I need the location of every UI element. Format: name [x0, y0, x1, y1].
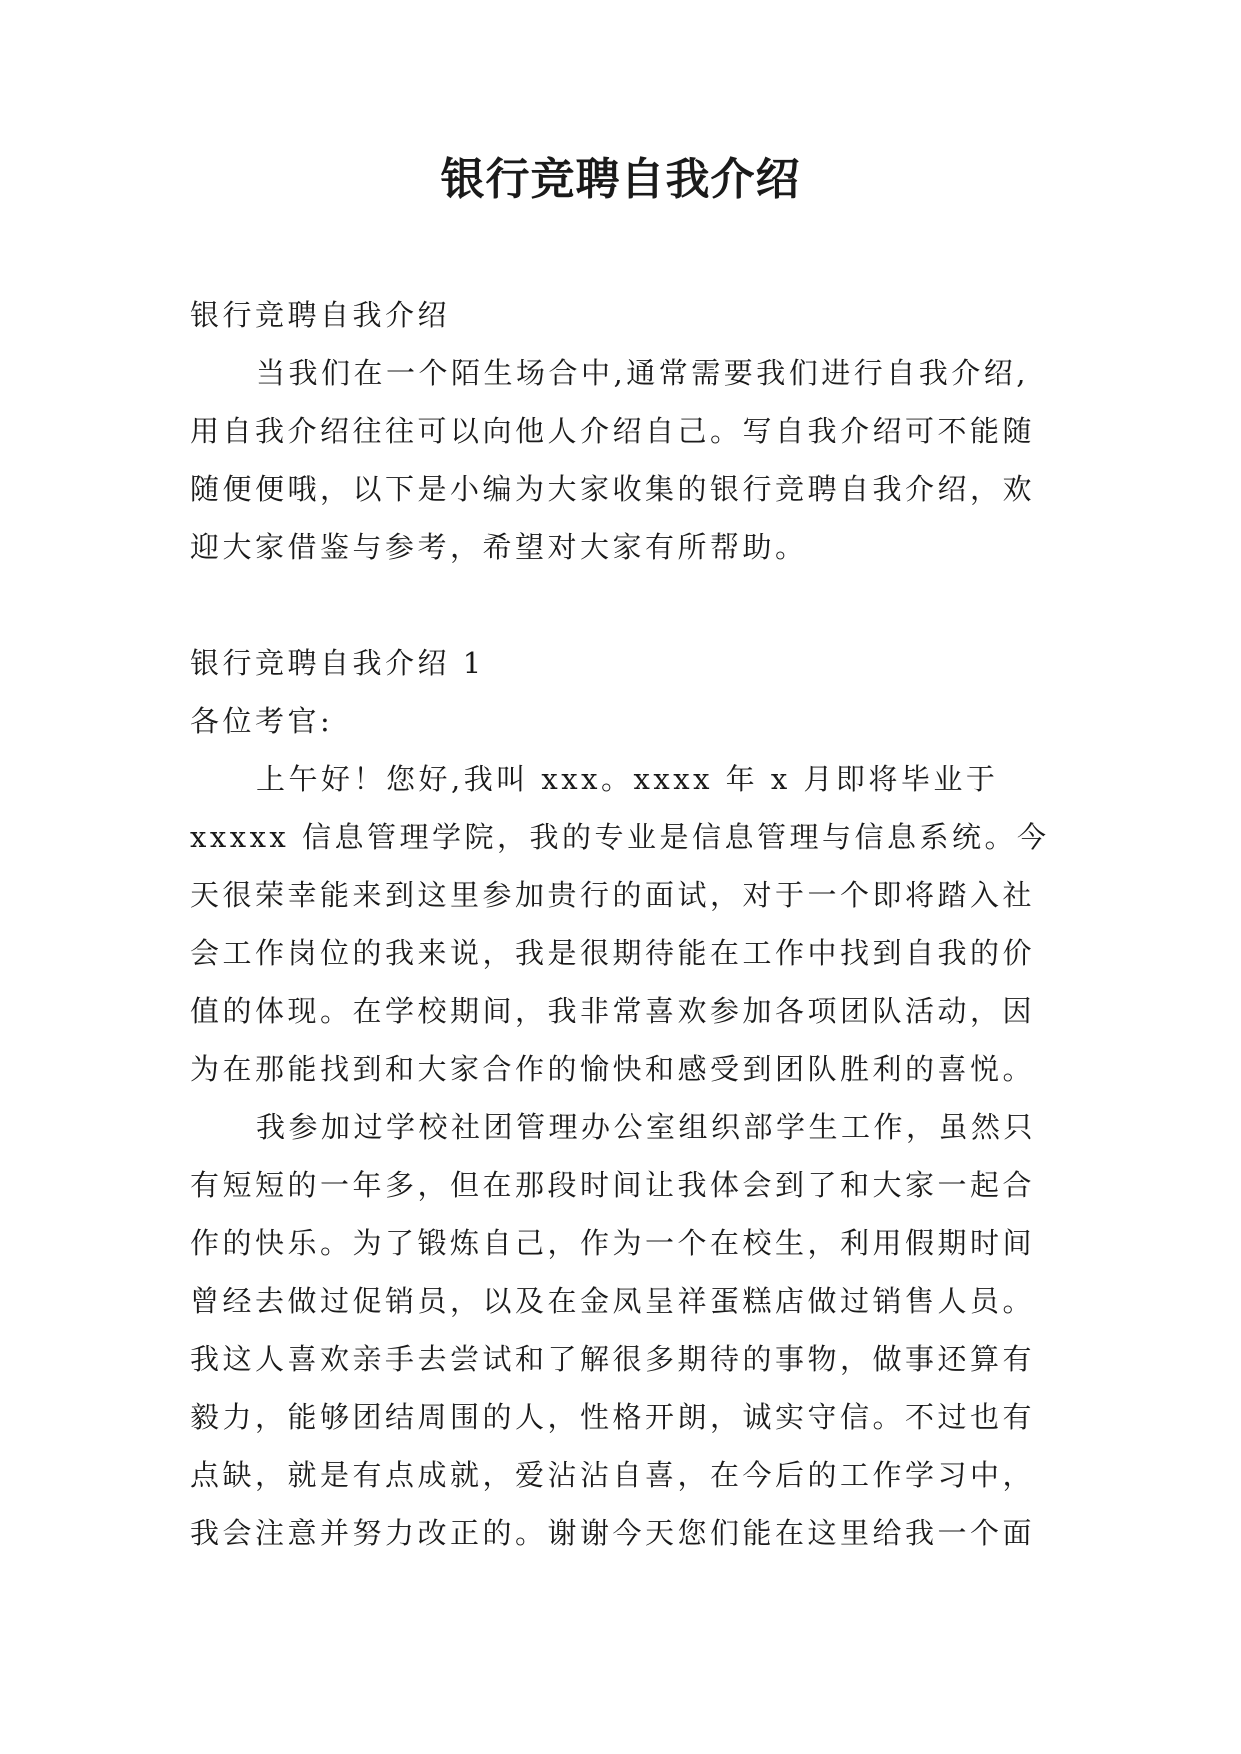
intro-section [190, 286, 1058, 576]
section-1-paragraph-1: 上午好！您好,我叫 xxx。xxxx 年 x 月即将毕业于 xxxxx 信息管理学院，我的专业是信息管理与信息系统。今天很荣幸能来到这里参加贵行的面试，对于一个即将踏入社会工作岗位的我来说，我是很期待能在工作中找到自我的价值的体现。在学校期间，我非常喜欢参加各项团队活动，因为在那能找到和大家合作的愉快和感受到团队胜利的喜悦。 [190, 762, 1050, 1086]
section-1-paragraph-2: 我参加过学校社团管理办公室组织部学生工作，虽然只有短短的一年多，但在那段时间让我体会到了和大家一起合作的快乐。为了锻炼自己，作为一个在校生，利用假期时间曾经去做过促销员，以及在金凤呈祥蛋糕店做过销售人员。我这人喜欢亲手去尝试和了解很多期待的事物，做事还算有毅力，能够团结周围的人，性格开朗，诚实守信。不过也有点缺，就是有点成就，爱沾沾自喜，在今后的工作学习中，我会注意并努力改正的。谢谢今天您们能在这里给我一个面 [190, 1110, 1037, 1550]
document-title: 银行竞聘自我介绍 [440, 154, 801, 205]
section-1-heading: 银行竞聘自我介绍 1 [190, 646, 485, 680]
salutation: 各位考官: [190, 704, 334, 738]
intro-heading: 银行竞聘自我介绍 [190, 298, 451, 332]
intro-paragraph: 当我们在一个陌生场合中,通常需要我们进行自我介绍,用自我介绍往往可以向他人介绍自己。写自我介绍可不能随随便便哦，以下是小编为大家收集的银行竞聘自我介绍，欢迎大家借鉴与参考，希望对大家有所帮助。 [190, 356, 1036, 564]
section-1 [190, 634, 1058, 1562]
